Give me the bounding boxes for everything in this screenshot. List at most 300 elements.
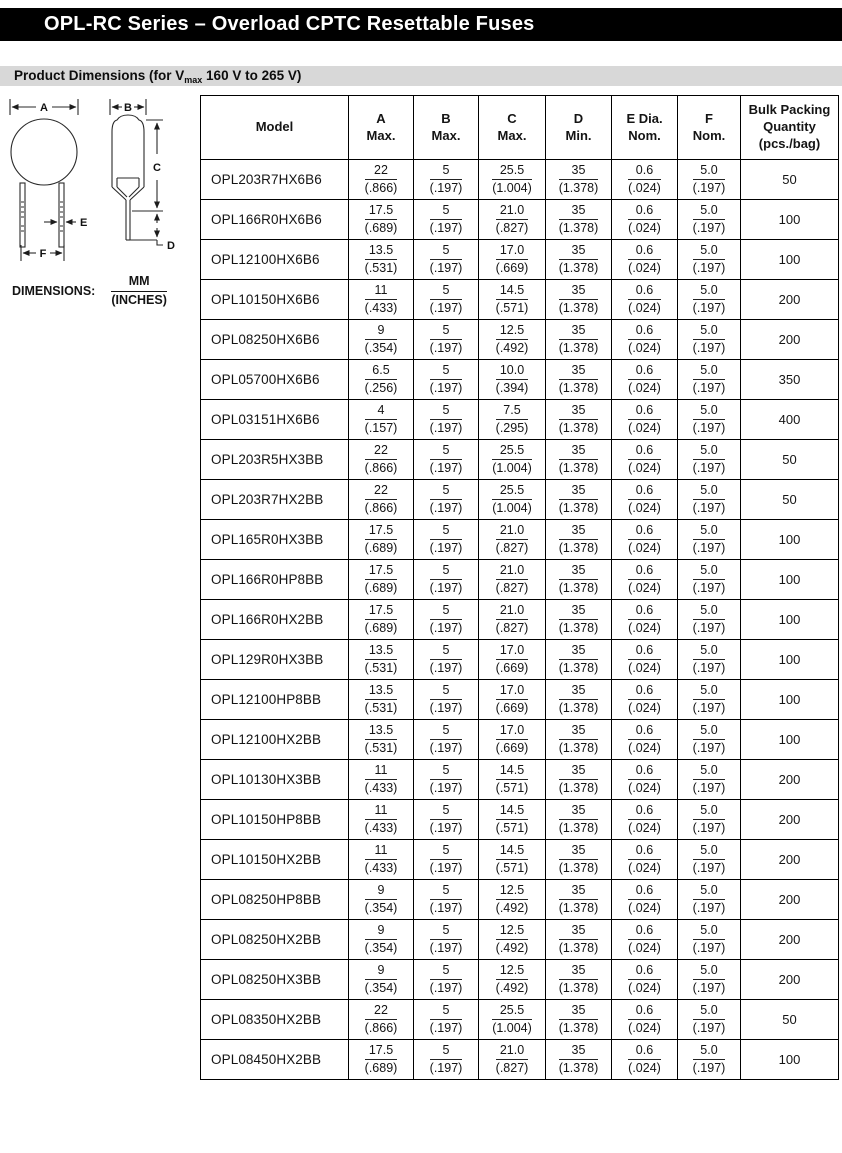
mm-inches-fraction: $\frac{35}{(1.378)}$: [558, 603, 599, 635]
dim-cell-b: [414, 480, 479, 520]
bulk-qty-cell: 100: [741, 600, 839, 640]
dim-cell-d: [546, 600, 612, 640]
mm-inches-fraction: $\frac{5.0}{(.197)}$: [692, 923, 726, 955]
dim-cell-b: [414, 560, 479, 600]
dim-cell-c: [479, 960, 546, 1000]
dim-cell-f: [678, 880, 741, 920]
mm-inches-fraction: $\frac{35}{(1.378)}$: [558, 363, 599, 395]
mm-inches-fraction: $\frac{12.5}{(.492)}$: [495, 883, 529, 915]
dim-cell-d: [546, 680, 612, 720]
dim-cell-b: [414, 440, 479, 480]
mm-inches-fraction: $\frac{35}{(1.378)}$: [558, 203, 599, 235]
mm-inches-fraction: $\frac{0.6}{(.024)}$: [628, 283, 661, 315]
model-cell: OPL08250HX3BB: [201, 960, 349, 1000]
mm-inches-fraction: $\frac{35}{(1.378)}$: [558, 723, 599, 755]
table-row: [201, 760, 839, 800]
dim-cell-a: [349, 520, 414, 560]
table-row: [201, 800, 839, 840]
mm-inches-fraction: $\frac{5}{(.197)}$: [429, 323, 463, 355]
units-mm: MM: [111, 274, 167, 292]
mm-inches-fraction: $\frac{11}{(.433)}$: [364, 843, 398, 875]
bulk-qty-cell: 50: [741, 1000, 839, 1040]
mm-inches-fraction: $\frac{5.0}{(.197)}$: [692, 563, 726, 595]
mm-inches-fraction: $\frac{5}{(.197)}$: [429, 363, 463, 395]
bulk-qty-cell: 100: [741, 720, 839, 760]
mm-inches-fraction: $\frac{5.0}{(.197)}$: [692, 243, 726, 275]
model-cell: OPL165R0HX3BB: [201, 520, 349, 560]
bulk-qty-cell: 100: [741, 680, 839, 720]
dim-cell-c: [479, 440, 546, 480]
mm-inches-fraction: $\frac{5}{(.197)}$: [429, 963, 463, 995]
dim-cell-f: [678, 680, 741, 720]
mm-inches-fraction: $\frac{25.5}{(1.004)}$: [492, 483, 532, 515]
dim-cell-d: [546, 560, 612, 600]
dim-cell-d: [546, 1000, 612, 1040]
dim-cell-a: [349, 400, 414, 440]
section-title: Product Dimensions (for $V_{max}$ 160 V to 265 V): [14, 67, 302, 85]
mm-inches-fraction: $\frac{0.6}{(.024)}$: [628, 163, 661, 195]
dim-cell-d: [546, 1040, 612, 1080]
bulk-qty-cell: 100: [741, 640, 839, 680]
mm-inches-fraction: $\frac{5}{(.197)}$: [429, 203, 463, 235]
bulk-qty-cell: 100: [741, 1040, 839, 1080]
mm-inches-fraction: $\frac{0.6}{(.024)}$: [628, 563, 661, 595]
dim-cell-b: [414, 160, 479, 200]
mm-inches-fraction: $\frac{5}{(.197)}$: [429, 483, 463, 515]
mm-inches-fraction: $\frac{5.0}{(.197)}$: [692, 403, 726, 435]
mm-inches-fraction: $\frac{25.5}{(1.004)}$: [492, 1003, 532, 1035]
dim-cell-b: [414, 960, 479, 1000]
dim-cell-b: [414, 760, 479, 800]
mm-inches-fraction: $\frac{22}{(.866)}$: [364, 443, 398, 475]
mm-inches-fraction: $\frac{0.6}{(.024)}$: [628, 603, 661, 635]
mm-inches-fraction: $\frac{9}{(.354)}$: [364, 883, 398, 915]
mm-inches-fraction: $\frac{5.0}{(.197)}$: [692, 203, 726, 235]
dim-cell-a: [349, 680, 414, 720]
dim-cell-a: [349, 960, 414, 1000]
dim-cell-c: [479, 800, 546, 840]
dim-cell-d: [546, 720, 612, 760]
dimensions-units-note: [12, 274, 167, 308]
dim-cell-e: [612, 360, 678, 400]
mm-inches-fraction: $\frac{21.0}{(.827)}$: [495, 563, 529, 595]
bulk-qty-cell: 200: [741, 920, 839, 960]
mm-inches-fraction: $\frac{13.5}{(.531)}$: [364, 243, 398, 275]
mm-inches-fraction: $\frac{25.5}{(1.004)}$: [492, 443, 532, 475]
model-cell: OPL08250HP8BB: [201, 880, 349, 920]
table-row: [201, 880, 839, 920]
mm-inches-fraction: $\frac{0.6}{(.024)}$: [628, 683, 661, 715]
table-row: [201, 920, 839, 960]
mm-inches-fraction: $\frac{5}{(.197)}$: [429, 443, 463, 475]
table-row: [201, 1040, 839, 1080]
mm-inches-fraction: $\frac{17.5}{(.689)}$: [364, 523, 398, 555]
mm-inches-fraction: $\frac{5}{(.197)}$: [429, 683, 463, 715]
mm-inches-fraction: $\frac{7.5}{(.295)}$: [495, 403, 529, 435]
model-cell: OPL10130HX3BB: [201, 760, 349, 800]
dim-cell-b: [414, 1000, 479, 1040]
dim-cell-c: [479, 680, 546, 720]
mm-inches-fraction: $\frac{35}{(1.378)}$: [558, 643, 599, 675]
bulk-qty-cell: 200: [741, 280, 839, 320]
dim-cell-d: [546, 320, 612, 360]
dim-cell-b: [414, 200, 479, 240]
mm-inches-fraction: $\frac{5.0}{(.197)}$: [692, 1003, 726, 1035]
mm-inches-fraction: $\frac{21.0}{(.827)}$: [495, 603, 529, 635]
col-header-b-max: B Max.: [414, 96, 479, 160]
dim-label-c: C: [153, 162, 161, 174]
mm-inches-fraction: $\frac{22}{(.866)}$: [364, 1003, 398, 1035]
mm-inches-fraction: $\frac{0.6}{(.024)}$: [628, 643, 661, 675]
table-row: [201, 280, 839, 320]
mm-inches-fraction: $\frac{22}{(.866)}$: [364, 163, 398, 195]
mm-inches-fraction: $\frac{21.0}{(.827)}$: [495, 523, 529, 555]
mm-inches-fraction: $\frac{35}{(1.378)}$: [558, 283, 599, 315]
dim-cell-a: [349, 360, 414, 400]
mm-inches-fraction: $\frac{6.5}{(.256)}$: [364, 363, 398, 395]
dim-cell-a: [349, 880, 414, 920]
mm-inches-fraction: $\frac{21.0}{(.827)}$: [495, 203, 529, 235]
dim-cell-d: [546, 200, 612, 240]
bulk-qty-cell: 200: [741, 880, 839, 920]
model-cell: OPL203R5HX3BB: [201, 440, 349, 480]
mm-inches-fraction: $\frac{14.5}{(.571)}$: [495, 843, 529, 875]
dim-cell-a: [349, 800, 414, 840]
table-row: [201, 320, 839, 360]
dim-cell-e: [612, 400, 678, 440]
dim-cell-a: [349, 160, 414, 200]
dim-cell-b: [414, 720, 479, 760]
mm-inches-fraction: $\frac{13.5}{(.531)}$: [364, 723, 398, 755]
mm-inches-fraction: $\frac{0.6}{(.024)}$: [628, 963, 661, 995]
mm-inches-fraction: $\frac{5}{(.197)}$: [429, 883, 463, 915]
dim-cell-e: [612, 520, 678, 560]
dimensions-table-body: [201, 160, 839, 1080]
mm-inches-fraction: $\frac{13.5}{(.531)}$: [364, 683, 398, 715]
mm-inches-fraction: $\frac{5.0}{(.197)}$: [692, 683, 726, 715]
dim-cell-b: [414, 520, 479, 560]
dim-cell-f: [678, 960, 741, 1000]
table-row: [201, 240, 839, 280]
dim-cell-d: [546, 800, 612, 840]
dim-cell-b: [414, 320, 479, 360]
dim-cell-a: [349, 720, 414, 760]
mm-inches-fraction: $\frac{0.6}{(.024)}$: [628, 483, 661, 515]
mm-inches-fraction: $\frac{17.5}{(.689)}$: [364, 563, 398, 595]
vmax-subscript: max: [184, 74, 203, 85]
dim-cell-b: [414, 920, 479, 960]
mm-inches-fraction: $\frac{0.6}{(.024)}$: [628, 523, 661, 555]
mm-inches-fraction: $\frac{17.5}{(.689)}$: [364, 1043, 398, 1075]
dim-cell-e: [612, 440, 678, 480]
mm-inches-fraction: $\frac{5.0}{(.197)}$: [692, 883, 726, 915]
mm-inches-fraction: $\frac{35}{(1.378)}$: [558, 883, 599, 915]
mm-inches-fraction: $\frac{5}{(.197)}$: [429, 923, 463, 955]
mm-inches-fraction: $\frac{0.6}{(.024)}$: [628, 1003, 661, 1035]
mm-inches-fraction: $\frac{5}{(.197)}$: [429, 403, 463, 435]
product-dimensions-table: [200, 95, 839, 1080]
dim-cell-c: [479, 720, 546, 760]
dim-cell-c: [479, 560, 546, 600]
mm-inches-fraction: $\frac{5.0}{(.197)}$: [692, 603, 726, 635]
dim-cell-f: [678, 920, 741, 960]
mm-inches-fraction: $\frac{5}{(.197)}$: [429, 763, 463, 795]
mm-inches-fraction: $\frac{5}{(.197)}$: [429, 643, 463, 675]
model-cell: OPL08250HX2BB: [201, 920, 349, 960]
dim-cell-e: [612, 880, 678, 920]
dim-cell-b: [414, 240, 479, 280]
bulk-qty-cell: 50: [741, 160, 839, 200]
col-header-a-max: A Max.: [349, 96, 414, 160]
dim-cell-b: [414, 400, 479, 440]
mm-inches-fraction: $\frac{5.0}{(.197)}$: [692, 523, 726, 555]
mm-inches-fraction: $\frac{0.6}{(.024)}$: [628, 363, 661, 395]
dim-cell-f: [678, 560, 741, 600]
dim-cell-d: [546, 840, 612, 880]
model-cell: OPL12100HX6B6: [201, 240, 349, 280]
dim-cell-b: [414, 600, 479, 640]
dim-cell-e: [612, 640, 678, 680]
model-cell: OPL12100HX2BB: [201, 720, 349, 760]
dim-cell-c: [479, 320, 546, 360]
dim-cell-e: [612, 280, 678, 320]
table-row: [201, 840, 839, 880]
dim-cell-b: [414, 280, 479, 320]
mm-inches-fraction: $\frac{5}{(.197)}$: [429, 163, 463, 195]
dim-d-callout: [130, 214, 163, 245]
dim-cell-a: [349, 1000, 414, 1040]
dim-cell-d: [546, 440, 612, 480]
dim-cell-e: [612, 920, 678, 960]
dim-cell-f: [678, 280, 741, 320]
mm-inches-fraction: $\frac{12.5}{(.492)}$: [495, 323, 529, 355]
mm-inches-fraction: $\frac{5}{(.197)}$: [429, 1003, 463, 1035]
dim-cell-d: [546, 480, 612, 520]
dim-cell-f: [678, 480, 741, 520]
bulk-qty-cell: 100: [741, 240, 839, 280]
dim-cell-f: [678, 600, 741, 640]
dim-cell-a: [349, 760, 414, 800]
dim-cell-e: [612, 560, 678, 600]
model-cell: OPL166R0HX6B6: [201, 200, 349, 240]
dim-cell-d: [546, 400, 612, 440]
dim-cell-b: [414, 880, 479, 920]
dim-cell-b: [414, 840, 479, 880]
mm-inches-fraction: $\frac{17.0}{(.669)}$: [495, 243, 529, 275]
dim-label-b: B: [124, 102, 132, 114]
dim-cell-e: [612, 320, 678, 360]
dim-cell-d: [546, 160, 612, 200]
mm-inches-fraction: $\frac{9}{(.354)}$: [364, 923, 398, 955]
section-bar: [0, 66, 842, 86]
dim-cell-c: [479, 400, 546, 440]
table-row: [201, 480, 839, 520]
dim-label-a: A: [40, 102, 48, 114]
mm-inches-fraction: $\frac{17.5}{(.689)}$: [364, 203, 398, 235]
bulk-qty-cell: 200: [741, 840, 839, 880]
table-row: [201, 720, 839, 760]
table-row: [201, 200, 839, 240]
model-cell: OPL03151HX6B6: [201, 400, 349, 440]
mm-inches-fraction: $\frac{5}{(.197)}$: [429, 243, 463, 275]
title-bar: [0, 8, 842, 41]
dim-cell-d: [546, 880, 612, 920]
mm-inches-fraction: $\frac{4}{(.157)}$: [364, 403, 398, 435]
mm-inches-fraction: $\frac{21.0}{(.827)}$: [495, 1043, 529, 1075]
dim-cell-c: [479, 880, 546, 920]
model-cell: OPL08450HX2BB: [201, 1040, 349, 1080]
dim-cell-e: [612, 200, 678, 240]
mm-inches-fraction: $\frac{5.0}{(.197)}$: [692, 803, 726, 835]
mm-inches-fraction: $\frac{35}{(1.378)}$: [558, 923, 599, 955]
col-header-e-dia-nom: E Dia. Nom.: [612, 96, 678, 160]
mm-inches-fraction: $\frac{0.6}{(.024)}$: [628, 443, 661, 475]
bulk-qty-cell: 50: [741, 480, 839, 520]
mm-inches-fraction: $\frac{0.6}{(.024)}$: [628, 1043, 661, 1075]
dim-cell-e: [612, 480, 678, 520]
bulk-qty-cell: 200: [741, 760, 839, 800]
dim-cell-f: [678, 760, 741, 800]
mm-inches-fraction: $\frac{5}{(.197)}$: [429, 803, 463, 835]
col-header-bulk-packing: Bulk Packing Quantity (pcs./bag): [741, 96, 839, 160]
dim-cell-d: [546, 280, 612, 320]
model-cell: OPL08350HX2BB: [201, 1000, 349, 1040]
mm-inches-fraction: $\frac{0.6}{(.024)}$: [628, 403, 661, 435]
col-header-d-min: D Min.: [546, 96, 612, 160]
mm-inches-fraction: $\frac{0.6}{(.024)}$: [628, 323, 661, 355]
dim-cell-f: [678, 720, 741, 760]
page-title: OPL-RC Series – Overload CPTC Resettable Fuses: [44, 13, 535, 35]
mm-inches-fraction: $\frac{9}{(.354)}$: [364, 323, 398, 355]
dim-cell-d: [546, 360, 612, 400]
dim-cell-d: [546, 960, 612, 1000]
dim-cell-e: [612, 600, 678, 640]
disc-side-view: [112, 115, 144, 240]
bulk-qty-cell: 50: [741, 440, 839, 480]
dim-cell-e: [612, 800, 678, 840]
mm-inches-fraction: $\frac{35}{(1.378)}$: [558, 963, 599, 995]
mm-inches-fraction: $\frac{0.6}{(.024)}$: [628, 803, 661, 835]
units-inches: (INCHES): [111, 292, 167, 307]
dim-cell-a: [349, 640, 414, 680]
mm-inches-fraction: $\frac{0.6}{(.024)}$: [628, 763, 661, 795]
dim-cell-c: [479, 160, 546, 200]
mm-inches-fraction: $\frac{22}{(.866)}$: [364, 483, 398, 515]
bulk-qty-cell: 100: [741, 560, 839, 600]
dim-cell-c: [479, 1040, 546, 1080]
dim-cell-e: [612, 680, 678, 720]
model-cell: OPL10150HP8BB: [201, 800, 349, 840]
dim-cell-a: [349, 320, 414, 360]
dim-cell-f: [678, 160, 741, 200]
mm-inches-fraction: $\frac{5.0}{(.197)}$: [692, 363, 726, 395]
dim-cell-a: [349, 1040, 414, 1080]
col-header-c-max: C Max.: [479, 96, 546, 160]
dim-label-e: E: [80, 217, 88, 229]
bulk-qty-cell: 200: [741, 800, 839, 840]
mm-inches-fraction: $\frac{14.5}{(.571)}$: [495, 803, 529, 835]
mm-inches-fraction: $\frac{5.0}{(.197)}$: [692, 1043, 726, 1075]
table-row: [201, 400, 839, 440]
dim-cell-f: [678, 320, 741, 360]
dim-cell-b: [414, 800, 479, 840]
dim-cell-a: [349, 920, 414, 960]
dim-cell-f: [678, 800, 741, 840]
dim-label-f: F: [39, 248, 47, 260]
dimensions-label: DIMENSIONS:: [12, 284, 96, 299]
dim-cell-a: [349, 480, 414, 520]
dim-cell-a: [349, 440, 414, 480]
dim-cell-c: [479, 200, 546, 240]
dim-cell-c: [479, 600, 546, 640]
mm-inches-fraction: $\frac{11}{(.433)}$: [364, 283, 398, 315]
mm-inches-fraction: $\frac{35}{(1.378)}$: [558, 163, 599, 195]
dim-label-d: D: [167, 240, 175, 252]
mm-inches-fraction: $\frac{17.5}{(.689)}$: [364, 603, 398, 635]
dim-cell-f: [678, 840, 741, 880]
dim-cell-f: [678, 1000, 741, 1040]
mm-inches-fraction: $\frac{5.0}{(.197)}$: [692, 323, 726, 355]
mm-inches-fraction: $\frac{5.0}{(.197)}$: [692, 963, 726, 995]
bulk-qty-cell: 200: [741, 320, 839, 360]
mm-inches-fraction: $\frac{35}{(1.378)}$: [558, 763, 599, 795]
dim-cell-c: [479, 1000, 546, 1040]
mm-inches-fraction: $\frac{5.0}{(.197)}$: [692, 643, 726, 675]
dim-cell-f: [678, 640, 741, 680]
table-row: [201, 360, 839, 400]
mm-inches-fraction: $\frac{5}{(.197)}$: [429, 603, 463, 635]
disc-front-view: [11, 119, 77, 247]
mm-inches-fraction: $\frac{5}{(.197)}$: [429, 723, 463, 755]
bulk-qty-cell: 400: [741, 400, 839, 440]
dim-cell-b: [414, 360, 479, 400]
col-header-f-nom: F Nom.: [678, 96, 741, 160]
mm-inches-fraction: $\frac{5.0}{(.197)}$: [692, 763, 726, 795]
mm-inches-fraction: $\frac{5}{(.197)}$: [429, 283, 463, 315]
bulk-qty-cell: 350: [741, 360, 839, 400]
mm-inches-fraction: $\frac{9}{(.354)}$: [364, 963, 398, 995]
mm-inches-fraction: $\frac{35}{(1.378)}$: [558, 563, 599, 595]
model-cell: OPL10150HX6B6: [201, 280, 349, 320]
table-row: [201, 520, 839, 560]
mm-inches-fraction: $\frac{0.6}{(.024)}$: [628, 203, 661, 235]
model-cell: OPL166R0HP8BB: [201, 560, 349, 600]
mm-inches-fraction: $\frac{5}{(.197)}$: [429, 523, 463, 555]
mm-inches-fraction: $\frac{35}{(1.378)}$: [558, 843, 599, 875]
model-cell: OPL05700HX6B6: [201, 360, 349, 400]
mm-inches-fraction: $\frac{0.6}{(.024)}$: [628, 883, 661, 915]
dim-cell-a: [349, 600, 414, 640]
table-row: [201, 1000, 839, 1040]
mm-inches-fraction: $\frac{14.5}{(.571)}$: [495, 763, 529, 795]
dim-cell-f: [678, 520, 741, 560]
dim-cell-f: [678, 360, 741, 400]
dim-cell-b: [414, 640, 479, 680]
dim-cell-c: [479, 840, 546, 880]
col-header-model: Model: [201, 96, 349, 160]
dim-cell-f: [678, 200, 741, 240]
mm-inches-fraction: $\frac{10.0}{(.394)}$: [495, 363, 529, 395]
table-row: [201, 640, 839, 680]
dim-cell-e: [612, 840, 678, 880]
mm-inches-fraction: $\frac{5.0}{(.197)}$: [692, 163, 726, 195]
table-row: [201, 560, 839, 600]
mm-inches-fraction: $\frac{12.5}{(.492)}$: [495, 923, 529, 955]
model-cell: OPL10150HX2BB: [201, 840, 349, 880]
model-cell: OPL203R7HX6B6: [201, 160, 349, 200]
mm-inches-fraction: $\frac{35}{(1.378)}$: [558, 403, 599, 435]
dim-cell-c: [479, 920, 546, 960]
